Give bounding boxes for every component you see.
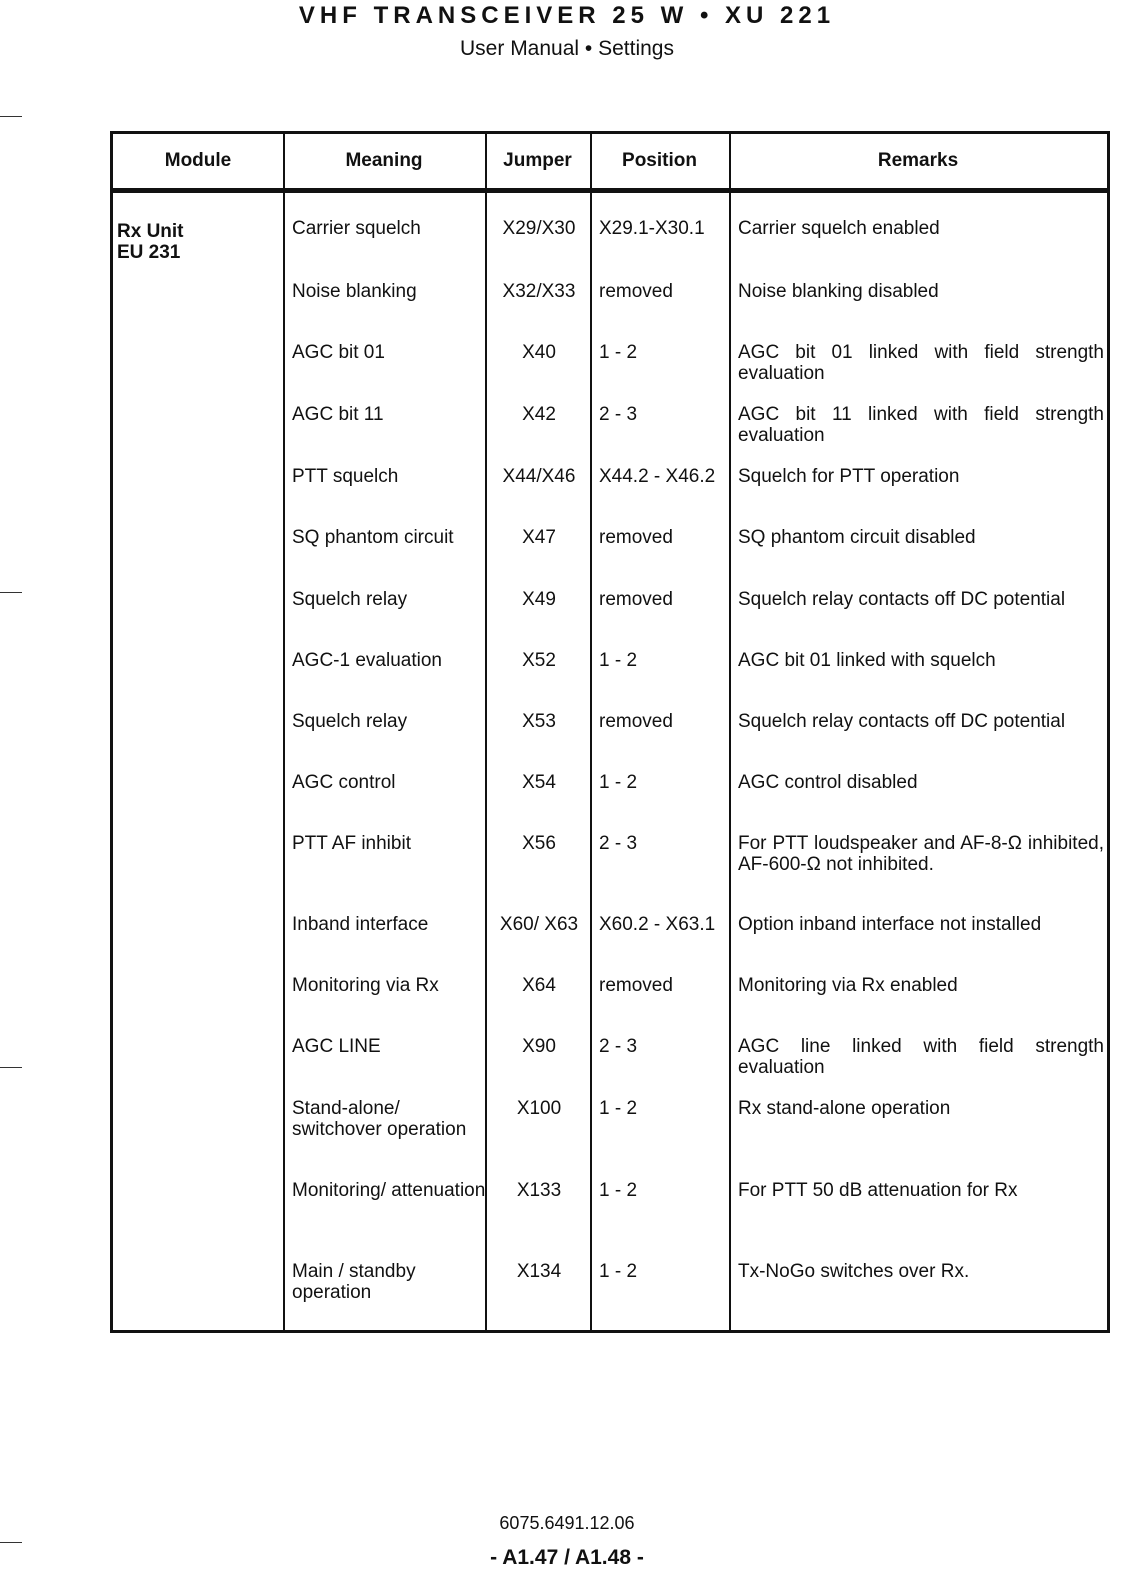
row-remarks: For PTT 50 dB attenuation for Rx xyxy=(738,1180,1018,1201)
header-separator xyxy=(113,188,1107,193)
scan-mark xyxy=(0,116,22,117)
settings-table xyxy=(110,131,1110,1333)
row-remarks: Monitoring via Rx enabled xyxy=(738,975,958,996)
row-remarks: AGC bit 01 linked with field strength evaluation xyxy=(738,342,1104,384)
row-meaning: AGC control xyxy=(292,772,396,793)
column-divider xyxy=(590,134,592,1330)
scan-mark xyxy=(0,1067,22,1068)
row-jumper: X42 xyxy=(522,404,556,425)
row-meaning: PTT squelch xyxy=(292,466,399,487)
row-position: X29.1-X30.1 xyxy=(599,218,705,239)
row-jumper: X90 xyxy=(522,1036,556,1057)
row-position: 2 - 3 xyxy=(599,404,638,425)
row-meaning: Monitoring/ attenuation xyxy=(292,1180,486,1201)
column-header-module: Module xyxy=(164,150,232,171)
row-position: removed xyxy=(599,711,673,732)
row-meaning: Squelch relay xyxy=(292,589,408,610)
row-remarks: Option inband interface not installed xyxy=(738,914,1042,935)
column-header-jumper: Jumper xyxy=(503,150,572,171)
column-header-remarks: Remarks xyxy=(877,150,959,171)
column-header-position: Position xyxy=(622,150,697,171)
row-remarks: AGC line linked with field strength evaluation xyxy=(738,1036,1104,1078)
row-position: removed xyxy=(599,975,673,996)
row-position: 2 - 3 xyxy=(599,833,638,854)
row-meaning: AGC bit 01 xyxy=(292,342,385,363)
row-jumper: X53 xyxy=(522,711,556,732)
row-jumper: X134 xyxy=(516,1261,562,1282)
row-meaning: Main / standby operation xyxy=(292,1261,416,1303)
row-remarks: Squelch relay contacts off DC potential xyxy=(738,711,1066,732)
row-position: 1 - 2 xyxy=(599,1180,638,1201)
row-jumper: X29/X30 xyxy=(502,218,576,239)
document-title: VHF TRANSCEIVER 25 W • XU 221 xyxy=(298,2,836,29)
row-jumper: X133 xyxy=(516,1180,562,1201)
row-remarks: Squelch relay contacts off DC potential xyxy=(738,589,1066,610)
row-jumper: X56 xyxy=(522,833,556,854)
row-remarks: Noise blanking disabled xyxy=(738,281,939,302)
row-jumper: X54 xyxy=(522,772,556,793)
row-position: X44.2 - X46.2 xyxy=(599,466,716,487)
row-jumper: X52 xyxy=(522,650,556,671)
row-position: 1 - 2 xyxy=(599,650,638,671)
document-subtitle: User Manual • Settings xyxy=(460,37,674,60)
row-remarks: For PTT loudspeaker and AF-8-Ω inhibited, AF-600-Ω not inhibited. xyxy=(738,833,1104,875)
row-position: 1 - 2 xyxy=(599,772,638,793)
page-number: - A1.47 / A1.48 - xyxy=(490,1546,644,1569)
column-header-meaning: Meaning xyxy=(345,150,423,171)
scan-mark xyxy=(0,592,22,593)
row-position: 1 - 2 xyxy=(599,342,638,363)
row-remarks: AGC bit 01 linked with squelch xyxy=(738,650,996,671)
row-meaning: Inband interface xyxy=(292,914,429,935)
scan-mark xyxy=(0,1542,22,1543)
row-meaning: AGC LINE xyxy=(292,1036,381,1057)
row-meaning: Monitoring via Rx xyxy=(292,975,439,996)
row-position: removed xyxy=(599,527,673,548)
row-remarks: AGC control disabled xyxy=(738,772,918,793)
row-position: 1 - 2 xyxy=(599,1098,638,1119)
row-jumper: X32/X33 xyxy=(502,281,576,302)
row-remarks: AGC bit 11 linked with field strength evaluation xyxy=(738,404,1104,446)
row-meaning: AGC bit 11 xyxy=(292,404,384,425)
row-jumper: X40 xyxy=(522,342,556,363)
row-meaning: Stand-alone/ switchover operation xyxy=(292,1098,467,1140)
row-jumper: X100 xyxy=(516,1098,562,1119)
column-divider xyxy=(729,134,731,1330)
row-meaning: Noise blanking xyxy=(292,281,417,302)
row-meaning: Squelch relay xyxy=(292,711,408,732)
column-divider xyxy=(283,134,285,1330)
row-remarks: Tx-NoGo switches over Rx. xyxy=(738,1261,970,1282)
row-meaning: AGC-1 evaluation xyxy=(292,650,442,671)
row-jumper: X60/ X63 xyxy=(499,914,579,935)
row-jumper: X47 xyxy=(522,527,556,548)
row-position: 2 - 3 xyxy=(599,1036,638,1057)
document-number: 6075.6491.12.06 xyxy=(499,1513,635,1533)
row-remarks: Rx stand-alone operation xyxy=(738,1098,951,1119)
row-jumper: X64 xyxy=(522,975,556,996)
row-remarks: SQ phantom circuit disabled xyxy=(738,527,976,548)
row-position: 1 - 2 xyxy=(599,1261,638,1282)
row-meaning: SQ phantom circuit xyxy=(292,527,454,548)
row-position: X60.2 - X63.1 xyxy=(599,914,716,935)
row-meaning: Carrier squelch xyxy=(292,218,421,239)
row-position: removed xyxy=(599,281,673,302)
row-remarks: Squelch for PTT operation xyxy=(738,466,960,487)
row-jumper: X49 xyxy=(522,589,556,610)
row-position: removed xyxy=(599,589,673,610)
row-meaning: PTT AF inhibit xyxy=(292,833,411,854)
row-jumper: X44/X46 xyxy=(502,466,576,487)
module-name: Rx Unit EU 231 xyxy=(117,221,184,263)
column-divider xyxy=(485,134,487,1330)
row-remarks: Carrier squelch enabled xyxy=(738,218,940,239)
